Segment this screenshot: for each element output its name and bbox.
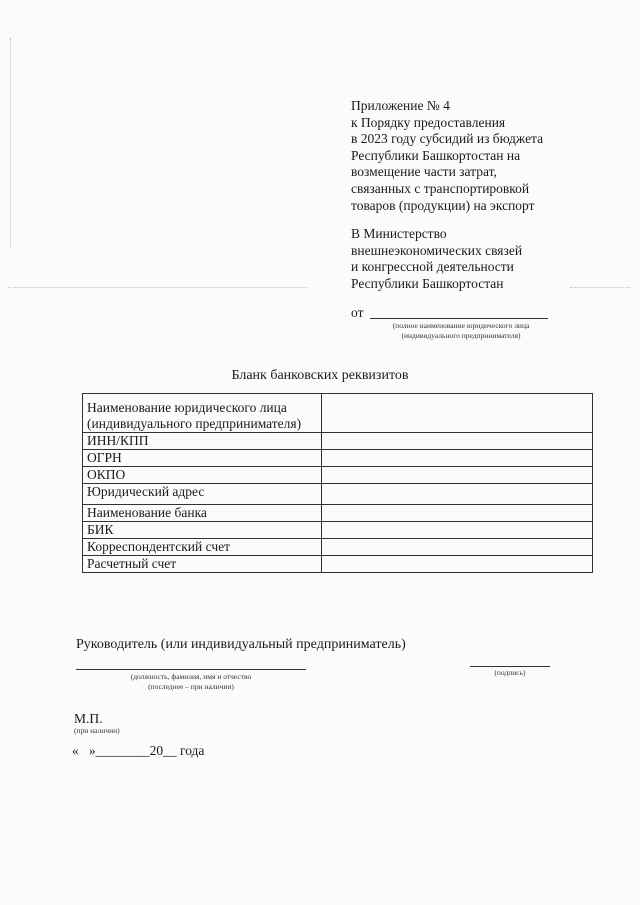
row-value-cell[interactable] <box>322 539 593 556</box>
addressee-block <box>351 226 601 292</box>
from-note-line: (полное наименование юридического лица <box>392 321 530 330</box>
row-value-cell[interactable] <box>322 433 593 450</box>
appendix-line: к Порядку предоставления <box>351 114 506 130</box>
row-label: Расчетный счет <box>83 556 322 573</box>
signature-fill-line[interactable] <box>470 666 550 667</box>
position-note <box>76 672 306 691</box>
row-value-cell[interactable] <box>322 450 593 467</box>
row-label: Корреспондентский счет <box>83 539 322 556</box>
table-row <box>83 433 593 450</box>
form-title: Бланк банковских реквизитов <box>231 368 409 383</box>
position-note-line: (последнее – при наличии) <box>148 681 234 691</box>
addressee-line: и конгрессной деятельности <box>351 259 514 275</box>
signature-title: Руководитель (или индивидуальный предприниматель) <box>76 637 406 652</box>
row-label: ОГРН <box>83 450 322 467</box>
appendix-line: товаров (продукции) на экспорт <box>351 197 535 213</box>
signature-note: (подпись) <box>494 668 526 677</box>
appendix-line: связанных с транспортировкой <box>351 180 530 196</box>
row-value-cell[interactable] <box>322 467 593 484</box>
addressee-line: Республики Башкортостан <box>351 275 504 291</box>
table-row <box>83 556 593 573</box>
addressee-line: В Министерство <box>351 226 447 241</box>
date-line[interactable]: « »________20__ года <box>72 743 205 758</box>
position-fill-line[interactable] <box>76 669 306 670</box>
row-value-cell[interactable] <box>322 556 593 573</box>
from-label: от <box>351 305 364 320</box>
scan-artifact <box>8 287 308 288</box>
table-row <box>83 484 593 505</box>
table-row <box>83 522 593 539</box>
row-label: ОКПО <box>83 467 322 484</box>
appendix-line: возмещение части затрат, <box>351 164 497 180</box>
appendix-line: Приложение № 4 <box>351 98 450 113</box>
row-value-cell[interactable] <box>322 484 593 505</box>
row-label: ИНН/КПП <box>83 433 322 450</box>
table-row <box>83 467 593 484</box>
seal-label: М.П. <box>74 711 103 726</box>
row-label: Наименование банка <box>83 505 322 522</box>
from-fill-line[interactable] <box>370 318 548 319</box>
table-row <box>83 539 593 556</box>
from-note <box>366 321 556 340</box>
bank-details-table <box>82 393 593 573</box>
appendix-line: Республики Башкортостан на <box>351 147 521 163</box>
appendix-header <box>351 98 601 214</box>
addressee-line: внешнеэкономических связей <box>351 242 523 258</box>
appendix-line: в 2023 году субсидий из бюджета <box>351 131 544 147</box>
row-label: Наименование юридического лица (индивидуального предпринимателя) <box>83 394 322 433</box>
row-value-cell[interactable] <box>322 522 593 539</box>
table-row <box>83 505 593 522</box>
table-row <box>83 394 593 433</box>
row-value-cell[interactable] <box>322 394 593 433</box>
position-note-line: (должность, фамилия, имя и отчество <box>130 672 252 681</box>
row-label: Юридический адрес <box>83 484 322 505</box>
from-note-line: (индивидуального предпринимателя) <box>401 330 521 340</box>
table-row <box>83 450 593 467</box>
row-label: БИК <box>83 522 322 539</box>
seal-note: (при наличии) <box>74 726 120 735</box>
scan-artifact <box>10 38 11 248</box>
row-value-cell[interactable] <box>322 505 593 522</box>
